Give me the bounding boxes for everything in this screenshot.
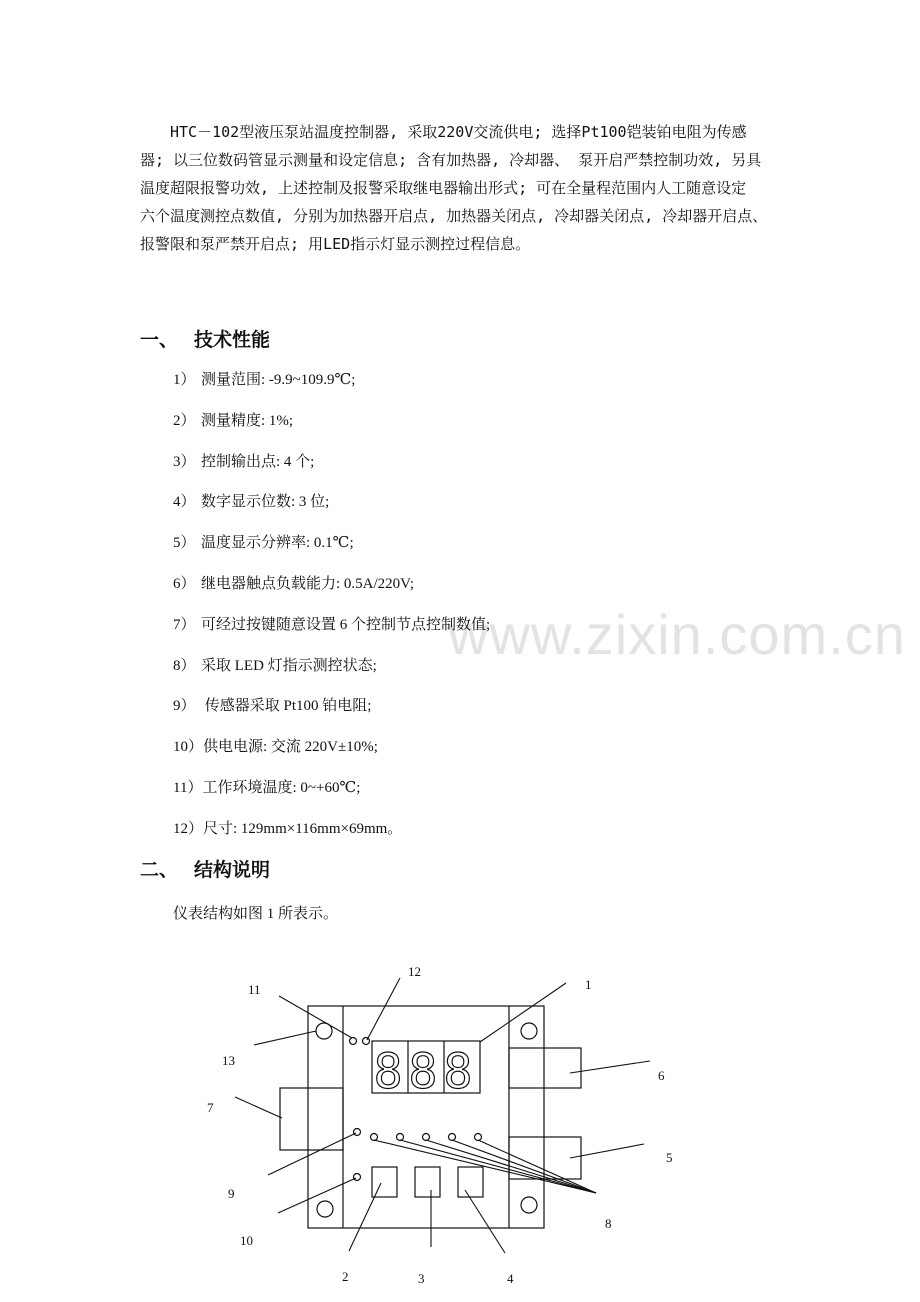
intro-paragraph [140,118,800,258]
leader-line [478,1140,596,1193]
leader-line [367,978,400,1040]
indicator-led [350,1038,357,1045]
leader-line [426,1140,596,1193]
list-index: 5） [173,535,196,552]
list-index: 6） [173,575,196,592]
list-text: 采取 LED 灯指示测控状态; [201,657,377,674]
spec-list [173,368,490,858]
section-heading-performance [140,325,270,352]
list-index: 11） [173,779,203,796]
key-button [415,1167,440,1197]
list-text: 测量精度: 1%; [201,412,294,429]
seven-segment-digits: 888 [373,1044,479,1100]
list-text: 测量范围: -9.9~109.9℃; [201,372,356,388]
list-item [173,531,490,572]
structure-intro: 仪表结构如图 1 所表示。 [173,906,339,922]
intro-line: 器; 以三位数码管显示测量和设定信息; 含有加热器, 冷却器、 泵开启严禁控制功效, 另具 [140,151,762,169]
section-title: 技术性能 [194,329,271,351]
callout-label-5: 5 [666,1150,673,1165]
leader-line [349,1183,381,1251]
callout-label-13: 13 [222,1053,235,1068]
callout-label-9: 9 [228,1186,235,1201]
list-text: 继电器触点负载能力: 0.5A/220V; [201,575,415,592]
callout-label-4: 4 [507,1271,514,1286]
list-item [173,368,490,409]
list-index: 4） [173,494,196,511]
mount-hole [521,1023,537,1039]
callout-label-3: 3 [418,1271,425,1286]
list-item [173,776,490,817]
list-index: 10） [173,739,204,756]
list-text: 控制输出点: 4 个; [201,453,315,470]
status-led [423,1134,430,1141]
list-item [173,735,490,776]
mount-hole [317,1201,333,1217]
callout-label-10: 10 [240,1233,253,1248]
key-button [458,1167,483,1197]
list-item [173,817,490,858]
list-index: 12） [173,820,204,837]
section-number: 一、 [140,329,179,351]
list-index: 9） [173,698,196,715]
key-button [372,1167,397,1197]
section-heading-structure [140,855,270,882]
section-title: 结构说明 [194,859,271,881]
list-index: 8） [173,657,196,674]
section-number: 二、 [140,859,179,881]
list-text: 传感器采取 Pt100 铂电阻; [201,698,372,715]
status-led [449,1134,456,1141]
list-text: 供电电源: 交流 220V±10%; [203,739,378,756]
intro-line: HTC－102型液压泵站温度控制器, 采取220V交流供电; 选择Pt100铠装铂电阻为传感 [170,123,747,141]
list-text: 温度显示分辨率: 0.1℃; [201,535,354,552]
power-connector [509,1048,581,1088]
instrument-structure-diagram [0,960,920,1302]
list-index: 2） [173,412,196,429]
leader-line [480,983,566,1042]
leader-line [235,1097,282,1118]
leader-line [374,1140,596,1193]
list-item [173,694,490,735]
callout-label-8: 8 [605,1216,612,1231]
leader-line [465,1190,505,1253]
list-index: 7） [173,616,196,633]
list-item [173,490,490,531]
status-led [397,1134,404,1141]
list-item [173,572,490,613]
mount-hole [521,1197,537,1213]
callout-label-1: 1 [585,977,592,992]
intro-line: 六个温度测控点数值, 分别为加热器开启点, 加热器关闭点, 冷却器关闭点, 冷却器开启点、 [140,207,768,225]
leader-line [570,1061,650,1073]
list-index: 1） [173,372,196,388]
list-text: 数字显示位数: 3 位; [201,494,330,511]
indicator-led [354,1174,361,1181]
list-index: 3） [173,453,196,470]
sensor-socket [280,1088,343,1150]
watermark: www.zixin.com.cn [448,603,906,666]
callout-label-12: 12 [408,964,421,979]
list-text: 尺寸: 129mm×116mm×69mm。 [203,820,403,837]
list-text: 可经过按键随意设置 6 个控制节点控制数值; [201,616,491,633]
intro-line: 报警限和泵严禁开启点; 用LED指示灯显示测控过程信息。 [140,235,531,253]
status-led [475,1134,482,1141]
list-text: 工作环境温度: 0~+60℃; [202,779,361,796]
intro-line: 温度超限报警功效, 上述控制及报警采取继电器输出形式; 可在全量程范围内人工随意设定 [140,179,747,197]
status-led [371,1134,378,1141]
indicator-led [363,1038,370,1045]
list-item [173,654,490,695]
list-item [173,613,490,654]
callout-label-2: 2 [342,1269,349,1284]
callout-label-11: 11 [248,982,261,997]
callout-label-6: 6 [658,1068,665,1083]
list-item [173,409,490,450]
indicator-led [354,1129,361,1136]
leader-line [254,1031,316,1045]
list-item [173,450,490,491]
callout-label-7: 7 [207,1100,214,1115]
